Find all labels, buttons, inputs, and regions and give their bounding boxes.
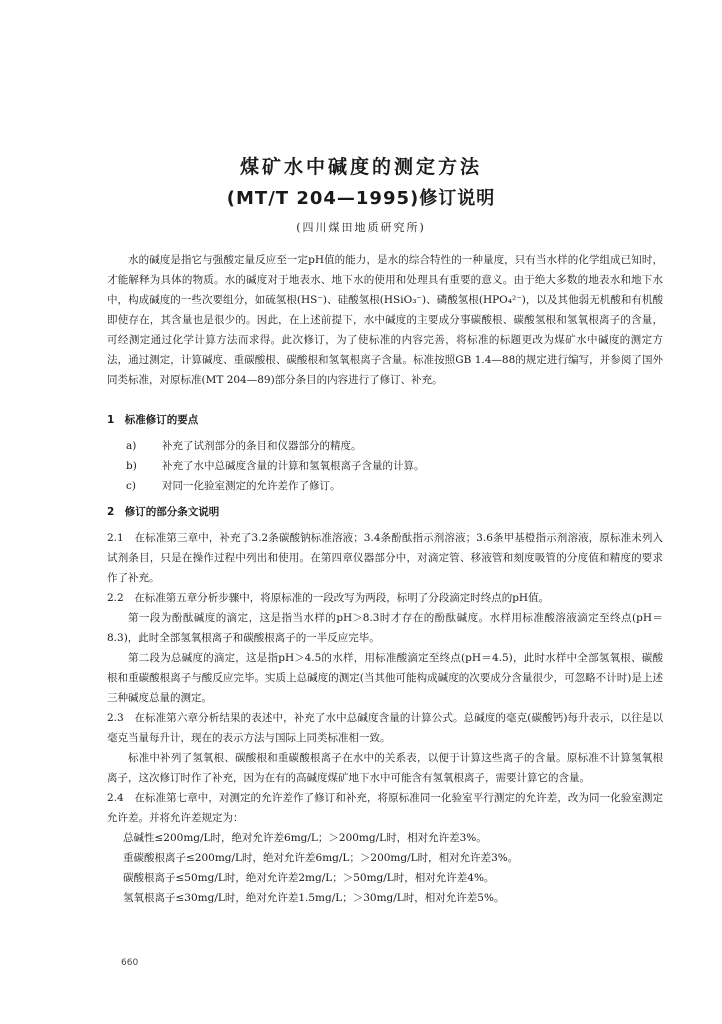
list-item	[126, 456, 646, 476]
allowance-list	[107, 828, 663, 908]
page-number: 660	[121, 958, 139, 968]
paragraph-2-4: 2.4 在标准第七章中，对测定的允许差作了修订和补充，将原标准同一化验室平行测定的允许差，改为同一化验室测定允许差。并将允许差规定为：	[107, 792, 663, 824]
allowance-item: 重碳酸根离子≤200mg/L时，绝对允许差6mg/L；＞200mg/L时，相对允许差3%。	[123, 852, 519, 864]
document-subtitle: (MT/T 204—1995)修订说明	[226, 188, 496, 209]
paragraph-2-2: 2.2 在标准第五章分析步骤中，将原标准的一段改写为两段，标明了分段滴定时终点的pH值。	[107, 592, 550, 604]
intro-paragraph: 水的碱度是指它与强酸定量反应至一定pH值的能力，是水的综合特性的一种量度，只有当水样的化学组成已知时，才能解释为具体的物质。水的碱度对于地表水、地下水的使用和处理具有重要的意义。由于绝大多数的地表水和地下水中，构成碱度的一些次要组分，如硫氢根(HS⁻)、硅酸氢根(HSiO₃⁻)、磷酸氢根(HPO₄²⁻)，以及其他弱无机酸和有机酸即使存在，其含量也是很少的。因此，在上述前提下，水中碱度的主要成分事碳酸根、碳酸氢根和氢氧根离子的含量，可经测定通过化学计算方法而求得。此次修订，为了使标准的内容完善，将标准的标题更改为煤矿水中碱度的测定方法，通过测定，计算碱度、重碳酸根、碳酸根和氢氧根离子含量。标准按照GB 1.4—88的规定进行编写，并参阅了国外同类标准，对原标准(MT 204—89)部分条目的内容进行了修订、补充。	[107, 254, 663, 386]
intro-paragraph-block	[107, 250, 663, 390]
list-item-text: 补充了试剂部分的条目和仪器部分的精度。	[162, 440, 362, 452]
list-item-label: b)	[126, 460, 137, 472]
allowance-item: 总碱性≤200mg/L时，绝对允许差6mg/L；＞200mg/L时，相对允许差3%。	[123, 832, 487, 844]
section-2-block	[107, 502, 663, 908]
paragraph-2-3: 2.3 在标准第六章分析结果的表述中，补充了水中总碱度含量的计算公式。总碱度的毫克(碳酸钙)每升表示，以往是以毫克当量每升计，现在的表示方法与国际上同类标准相一致。	[107, 712, 663, 744]
paragraph-2-1: 2.1 在标准第三章中，补充了3.2条碳酸钠标准溶液；3.4条酚酞指示剂溶液；3.6条甲基橙指示剂溶液，原标准未列入试剂条目，只是在操作过程中列出和使用。在第四章仪器部分中，对滴定管、移液管和刻度吸管的分度值和精度的要求作了补充。	[107, 532, 663, 584]
document-title: 煤矿水中碱度的测定方法	[239, 156, 482, 178]
allowance-item: 碳酸根离子≤50mg/L时，绝对允许差2mg/L；＞50mg/L时，相对允许差4%。	[123, 872, 495, 884]
section-1-heading-block	[107, 410, 663, 430]
list-item-text: 补充了水中总碱度含量的计算和氢氧根离子含量的计算。	[162, 460, 425, 472]
list-item-text: 对同一化验室测定的允许差作了修订。	[162, 480, 341, 492]
paragraph-2-2-a: 第一段为酚酞碱度的滴定，这是指当水样的pH＞8.3时才存在的酚酞碱度。水样用标准酸溶液滴定至终点(pH＝8.3)，此时全部氢氧根离子和碳酸根离子的一半反应完毕。	[107, 612, 663, 644]
paragraph-2-3-a: 标准中补列了氢氧根、碳酸根和重碳酸根离子在水中的关系表，以便于计算这些离子的含量。原标准不计算氢氧根离子，这次修订时作了补充，因为在有的高碱度煤矿地下水中可能含有氢氧根离子，需要计算它的含量。	[107, 752, 663, 784]
allowance-item: 氢氧根离子≤30mg/L时，绝对允许差1.5mg/L；＞30mg/L时，相对允许差5%。	[123, 892, 505, 904]
list-item	[126, 476, 646, 496]
list-item-label: c)	[126, 480, 136, 492]
section-2-heading: 2 修订的部分条文说明	[107, 506, 220, 518]
paragraph-2-2-b: 第二段为总碱度的滴定，这是指pH＞4.5的水样，用标准酸滴定至终点(pH＝4.5)，此时水样中全部氢氧根、碳酸根和重碳酸根离子与酸反应完毕。实质上总碱度的测定(当其他可能构成碱度的次要成分含量很少，可忽略不计时)是上述三种碱度总量的测定。	[107, 652, 663, 704]
organization: (四川煤田地质研究所)	[296, 221, 426, 234]
list-item-label: a)	[126, 440, 137, 452]
section-1-list	[126, 436, 646, 496]
section-1-heading: 1 标准修订的要点	[107, 414, 199, 426]
list-item	[126, 436, 646, 456]
